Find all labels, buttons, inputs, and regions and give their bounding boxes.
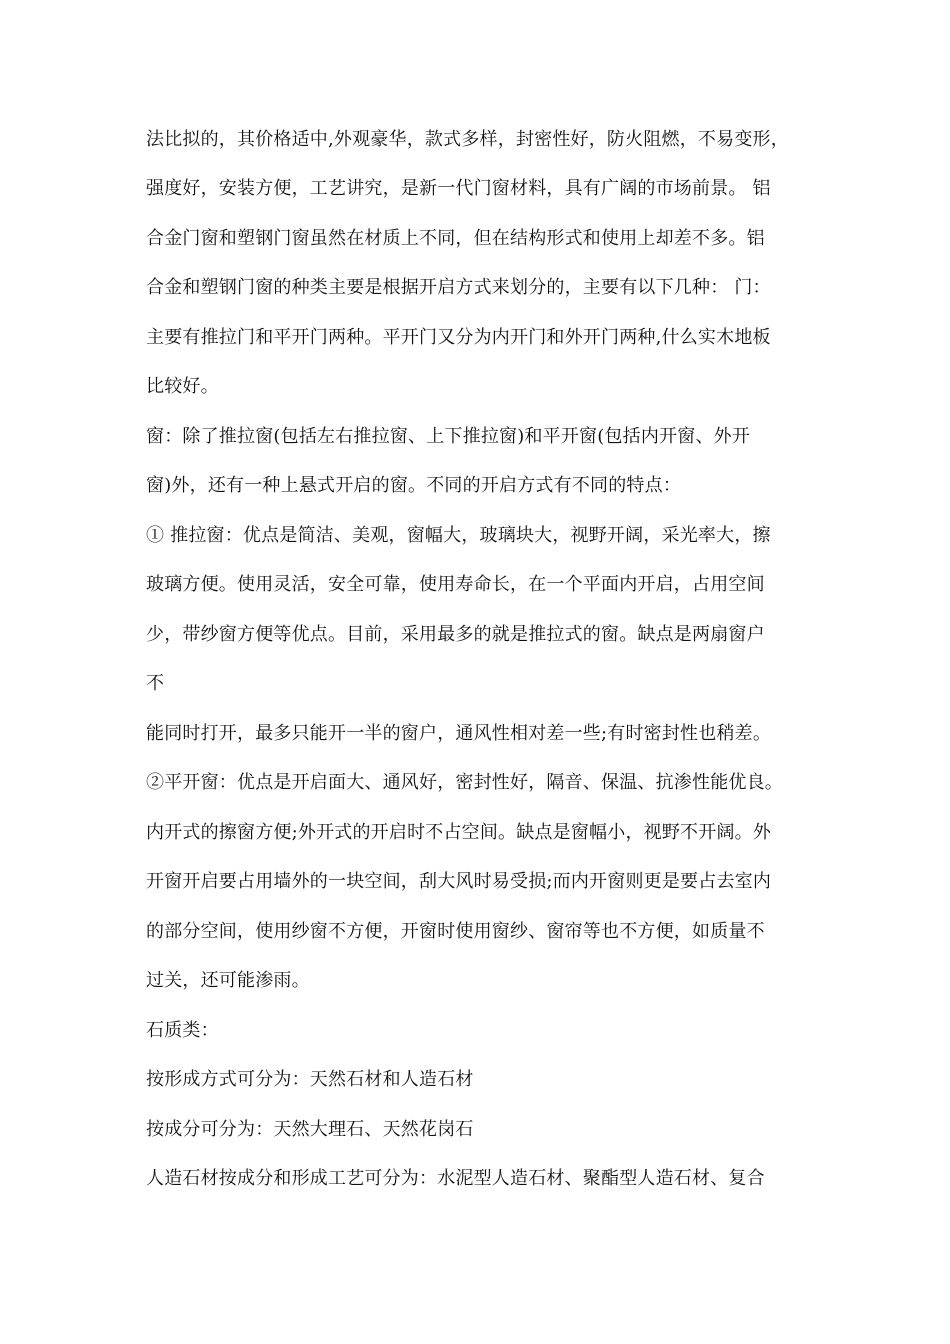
text-line: 按成分可分为：天然大理石、天然花岗石 [146,1119,474,1140]
text-line: ②平开窗：优点是开启面大、通风好，密封性好，隔音、保温、抗渗性能优良。 [146,772,783,793]
text-line: 少，带纱窗方便等优点。目前，采用最多的就是推拉式的窗。缺点是两扇窗户 [146,624,765,645]
text-line: 的部分空间，使用纱窗不方便，开窗时使用窗纱、窗帘等也不方便，如质量不 [146,921,765,942]
text-line: 窗：除了推拉窗(包括左右推拉窗、上下推拉窗)和平开窗(包括内开窗、外开 [146,426,751,447]
text-line: 窗)外，还有一种上悬式开启的窗。不同的开启方式有不同的特点： [146,475,682,496]
text-line: 人造石材按成分和形成工艺可分为：水泥型人造石材、聚酯型人造石材、复合 [146,1168,765,1189]
section-heading: 石质类： [146,1020,219,1041]
text-line: 按形成方式可分为：天然石材和人造石材 [146,1069,474,1090]
text-line: 合金和塑钢门窗的种类主要是根据开启方式来划分的，主要有以下几种： 门： [146,277,771,298]
text-line: 法比拟的，其价格适中,外观豪华，款式多样，封密性好，防火阻燃，不易变形， [146,129,789,150]
text-line: 内开式的擦窗方便;外开式的开启时不占空间。缺点是窗幅小，视野不开阔。外 [146,822,772,843]
text-line: 合金门窗和塑钢门窗虽然在材质上不同，但在结构形式和使用上却差不多。铝 [146,228,765,249]
text-line: 开窗开启要占用墙外的一块空间，刮大风时易受损;而内开窗则更是要占去室内 [146,871,772,892]
text-line: 强度好，安装方便，工艺讲究，是新一代门窗材料，具有广阔的市场前景。 铝 [146,178,771,199]
text-line: 玻璃方便。使用灵活，安全可靠，使用寿命长，在一个平面内开启，占用空间 [146,574,765,595]
text-line: ① 推拉窗：优点是简洁、美观，窗幅大，玻璃块大，视野开阔，采光率大，擦 [146,525,771,546]
text-line: 比较好。 [146,376,219,397]
text-line: 不 [146,673,165,694]
text-line: 能同时打开，最多只能开一半的窗户，通风性相对差一些;有时密封性也稍差。 [146,723,772,744]
text-line: 过关，还可能渗雨。 [146,970,310,991]
text-line: 主要有推拉门和平开门两种。平开门又分为内开门和外开门两种,什么实木地板 [146,327,771,348]
